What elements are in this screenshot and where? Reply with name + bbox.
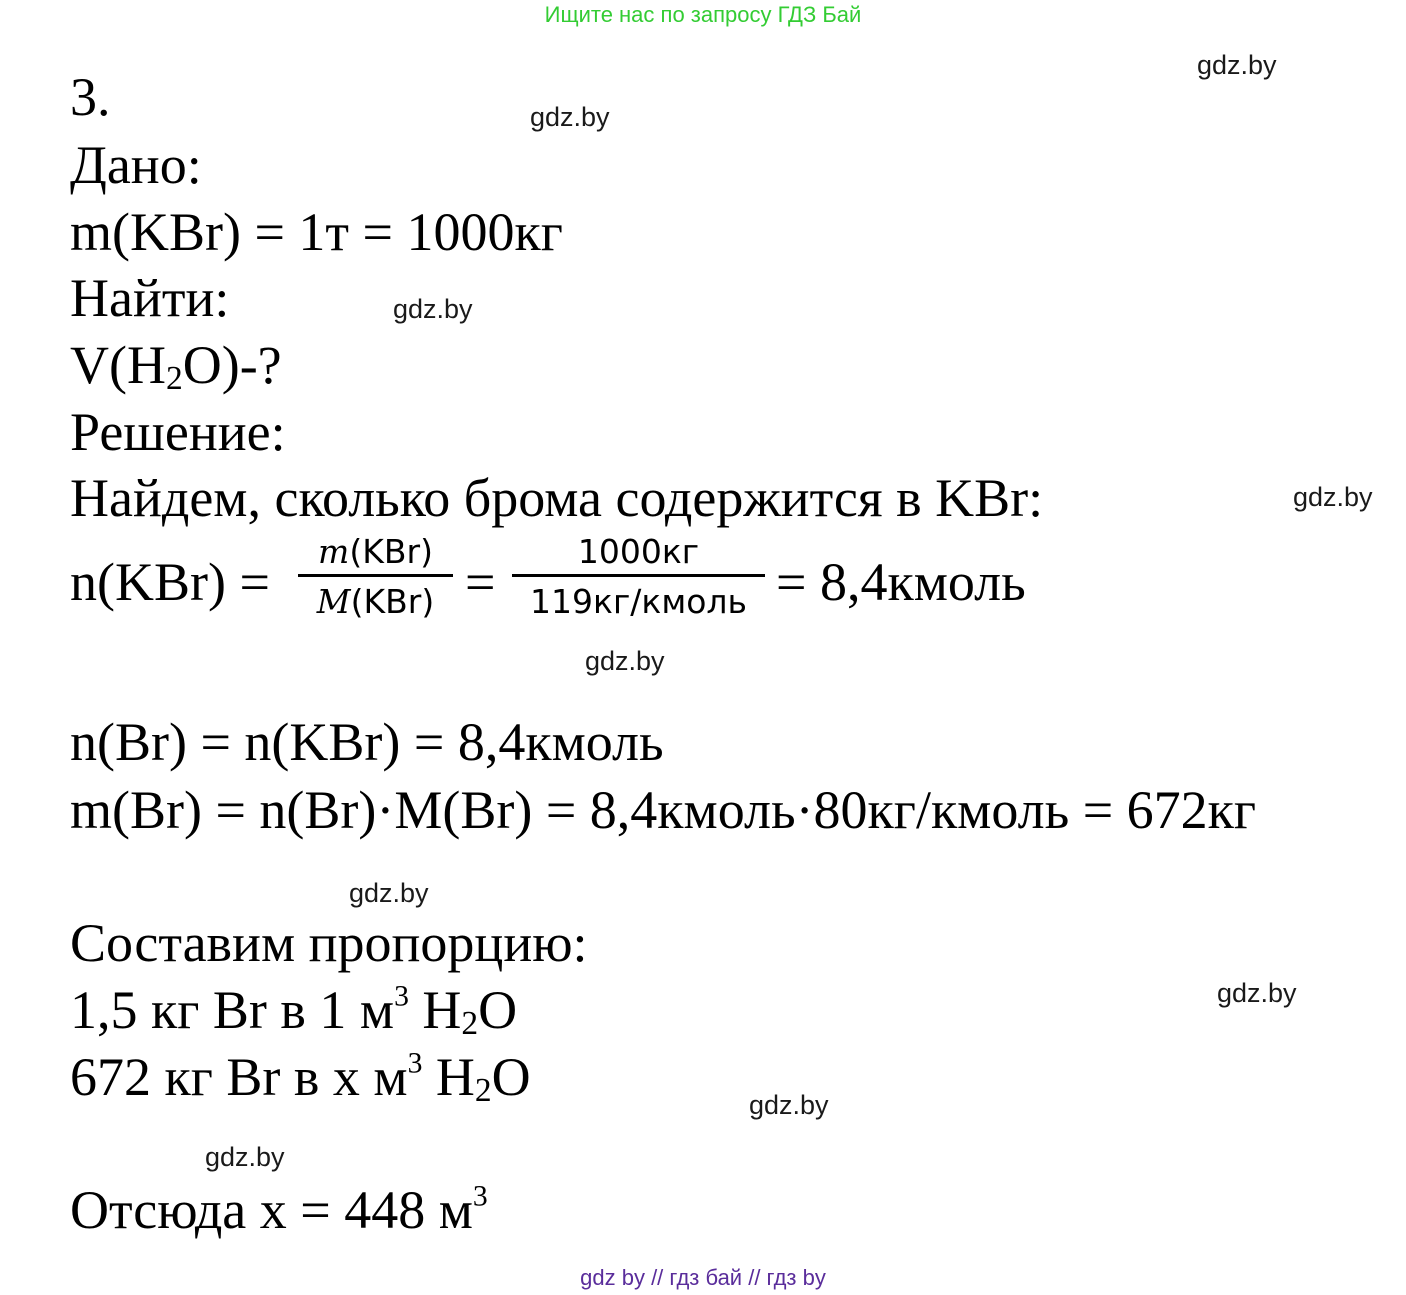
watermark: gdz.by [1217, 978, 1297, 1008]
footer-links: gdz by // гдз бай // гдз by [580, 1265, 826, 1290]
fraction1-denominator: M(KBr) [316, 582, 435, 621]
fraction-1000-over-119 [512, 532, 765, 621]
given-label: Дано: [70, 135, 202, 195]
proportion-label: Составим пропорцию: [70, 913, 588, 973]
proportion-line1: 1,5 кг Br в 1 $м^3$ $H_2O$ [70, 980, 518, 1043]
given-value: m(KBr) = 1т = 1000кг [70, 202, 563, 262]
watermark: gdz.by [349, 878, 429, 908]
fraction2-numerator: 1000кг [577, 532, 700, 571]
formula1-lhs: n(KBr) = [70, 552, 270, 612]
watermark: gdz.by [530, 102, 610, 132]
answer-line: Отсюда х = 448 $м^3$ [70, 1180, 488, 1240]
find-value: $V(H_2O)-$? [70, 335, 282, 398]
solution-label: Решение: [70, 402, 286, 462]
find-label: Найти: [70, 268, 230, 328]
fraction1-numerator: m(KBr) [318, 532, 433, 571]
fraction2-bar [512, 574, 765, 577]
fraction2-denominator: 119кг/кмоль [530, 582, 747, 621]
problem-number: 3. [70, 67, 111, 127]
watermark: gdz.by [1197, 50, 1277, 80]
watermark: gdz.by [749, 1090, 829, 1120]
formula3: m(Br) = n(Br)·M(Br) = 8,4кмоль·80кг/кмоль = 672кг [70, 780, 1257, 840]
fraction-m-over-M [298, 532, 453, 621]
watermark: gdz.by [1293, 482, 1373, 512]
step1-text: Найдем, сколько брома содержится в KBr: [70, 468, 1044, 528]
formula1-eq: = [465, 552, 496, 612]
proportion-line2: 672 кг Br в х $м^3$ $H_2O$ [70, 1047, 531, 1110]
fraction1-bar [298, 574, 453, 577]
watermark: gdz.by [205, 1142, 285, 1172]
formula1-result: = 8,4кмоль [776, 552, 1026, 612]
watermark: gdz.by [585, 646, 665, 676]
search-banner: Ищите нас по запросу ГДЗ Бай [544, 2, 862, 27]
watermark: gdz.by [393, 294, 473, 324]
formula2: n(Br) = n(KBr) = 8,4кмоль [70, 712, 664, 772]
